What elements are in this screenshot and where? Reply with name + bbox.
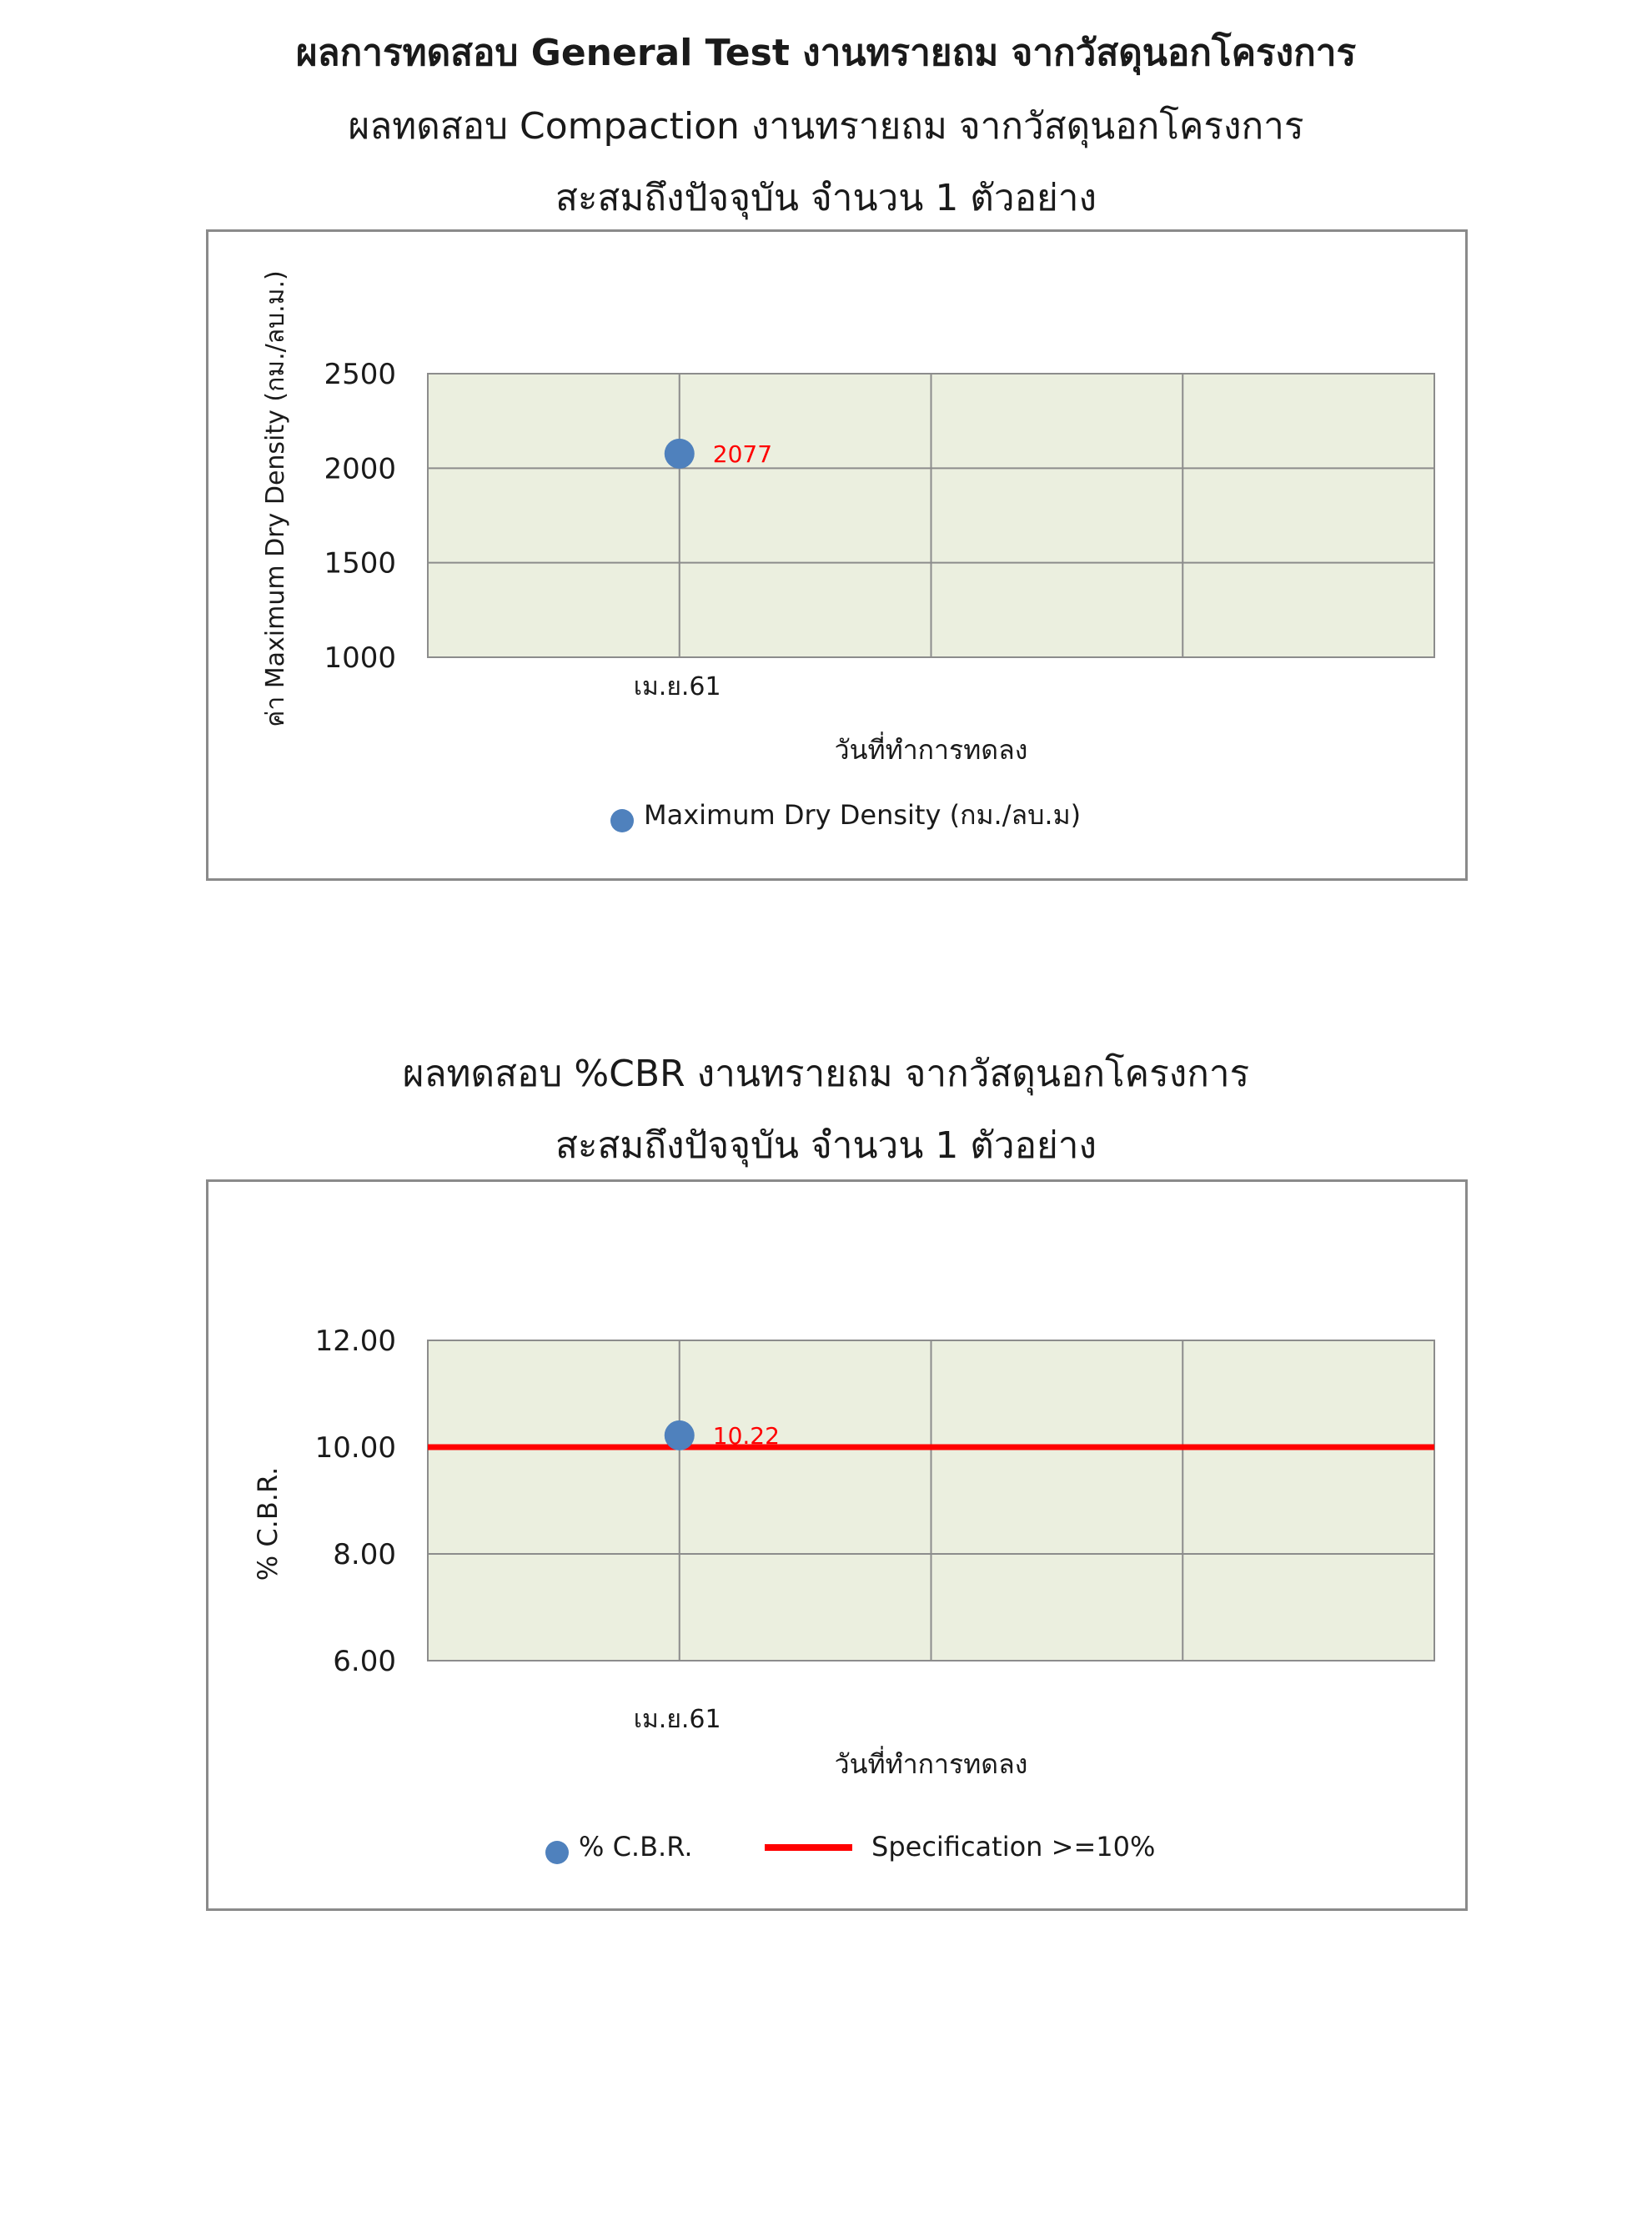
data-point <box>665 1420 695 1450</box>
y-tick-label: 1500 <box>324 546 396 581</box>
compaction-chart-title: ผลทดสอบ Compaction งานทรายถม จากวัสดุนอกโครงการ <box>348 105 1304 148</box>
cbr-chart-subtitle: สะสมถึงปัจจุบัน จำนวน 1 ตัวอย่าง <box>555 1124 1097 1167</box>
legend-label: Specification >=10% <box>871 1831 1156 1863</box>
legend-marker-point <box>610 809 634 832</box>
y-tick-label: 10.00 <box>314 1431 396 1465</box>
x-tick-label: เม.ย.61 <box>633 672 721 701</box>
y-tick-label: 12.00 <box>314 1325 396 1358</box>
y-tick-label: 2000 <box>324 452 396 486</box>
cbr-chart-svg <box>208 1182 1465 1908</box>
cbr-chart <box>206 1179 1468 1911</box>
legend-label: Maximum Dry Density (กม./ลบ.ม) <box>644 799 1082 831</box>
data-label: 10.22 <box>712 1421 780 1450</box>
y-tick-label: 6.00 <box>333 1645 396 1678</box>
y-tick-label: 1000 <box>324 641 396 675</box>
legend-marker-point <box>545 1841 569 1864</box>
x-tick-label: เม.ย.61 <box>633 1705 721 1734</box>
data-label: 2077 <box>712 440 773 468</box>
data-point <box>665 439 695 469</box>
page-title: ผลการทดสอบ General Test งานทรายถม จากวัสดุนอกโครงการ <box>295 32 1357 74</box>
cbr-chart-title: ผลทดสอบ %CBR งานทรายถม จากวัสดุนอกโครงการ <box>402 1053 1250 1095</box>
y-axis-title: ค่า Maximum Dry Density (กม./ลบ.ม.) <box>261 270 290 727</box>
x-axis-title: วันที่ทำการทดลง <box>834 1748 1028 1780</box>
y-tick-label: 2500 <box>324 358 396 391</box>
legend-label: % C.B.R. <box>579 1831 693 1863</box>
compaction-chart-subtitle: สะสมถึงปัจจุบัน จำนวน 1 ตัวอย่าง <box>555 177 1097 219</box>
y-tick-label: 8.00 <box>333 1538 396 1571</box>
y-axis-title: % C.B.R. <box>252 1466 284 1581</box>
compaction-chart-svg <box>208 232 1465 878</box>
compaction-chart <box>206 229 1468 881</box>
x-axis-title: วันที่ทำการทดลง <box>834 734 1028 766</box>
